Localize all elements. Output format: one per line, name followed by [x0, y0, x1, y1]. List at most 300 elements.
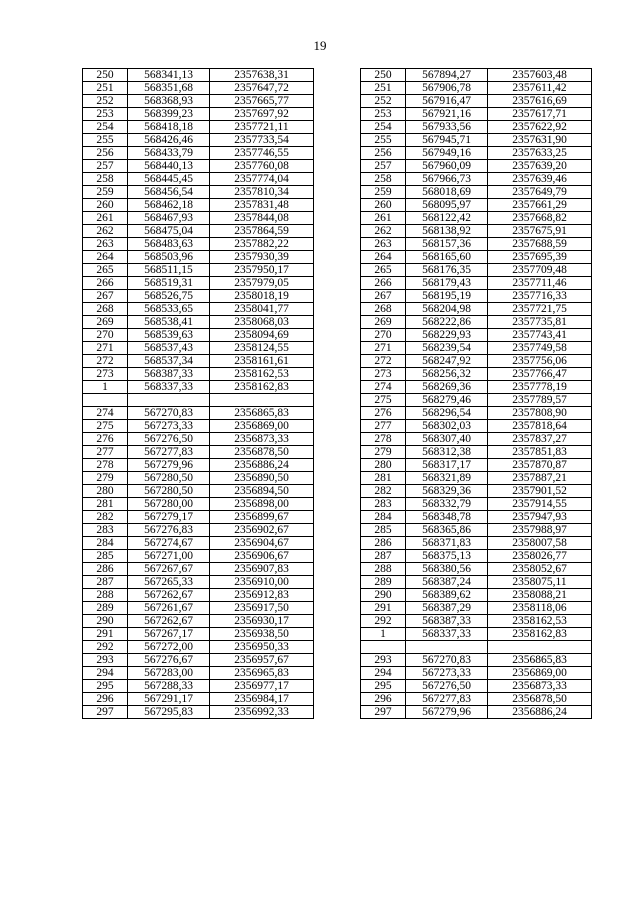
- table-row: [83, 563, 592, 576]
- right-point-number-cell: 279: [361, 446, 406, 459]
- table-row: [83, 667, 592, 680]
- right-coord-y-cell: 2357622,92: [488, 121, 592, 134]
- column-gap: [314, 368, 361, 381]
- left-coord-y-cell: 2356902,67: [210, 524, 314, 537]
- right-point-number-cell: 270: [361, 329, 406, 342]
- table-row: [83, 121, 592, 134]
- left-coord-y-cell: 2357746,55: [210, 147, 314, 160]
- column-gap: [314, 654, 361, 667]
- right-coord-y-cell: 2357649,79: [488, 186, 592, 199]
- column-gap: [314, 303, 361, 316]
- right-coord-y-cell: 2357743,41: [488, 329, 592, 342]
- right-coord-x-cell: 568348,78: [406, 511, 488, 524]
- column-gap: [314, 95, 361, 108]
- table-row: [83, 654, 592, 667]
- right-coord-x-cell: 568312,38: [406, 446, 488, 459]
- right-point-number-cell: 289: [361, 576, 406, 589]
- left-coord-x-cell: 567271,00: [128, 550, 210, 563]
- right-coord-x-cell: 568239,54: [406, 342, 488, 355]
- right-point-number-cell: 283: [361, 498, 406, 511]
- right-coord-x-cell: 568387,29: [406, 602, 488, 615]
- right-point-number-cell: 284: [361, 511, 406, 524]
- right-coord-y-cell: 2356878,50: [488, 693, 592, 706]
- right-coord-x-cell: 568387,24: [406, 576, 488, 589]
- column-gap: [314, 160, 361, 173]
- right-coord-x-cell: 568176,35: [406, 264, 488, 277]
- left-coord-y-cell: 2358068,03: [210, 316, 314, 329]
- right-coord-y-cell: 2357711,46: [488, 277, 592, 290]
- right-point-number-cell: 271: [361, 342, 406, 355]
- right-coord-y-cell: 2357639,20: [488, 160, 592, 173]
- column-gap: [314, 121, 361, 134]
- right-point-number-cell: 256: [361, 147, 406, 160]
- right-coord-x-cell: 568269,36: [406, 381, 488, 394]
- table-row: [83, 550, 592, 563]
- left-coord-y-cell: 2356957,67: [210, 654, 314, 667]
- left-coord-y-cell: 2358018,19: [210, 290, 314, 303]
- left-point-number-cell: 276: [83, 433, 128, 446]
- left-point-number-cell: 250: [83, 69, 128, 82]
- table-row: [83, 316, 592, 329]
- left-coord-x-cell: 568475,04: [128, 225, 210, 238]
- right-coord-y-cell: 2357778,19: [488, 381, 592, 394]
- left-coord-x-cell: 567291,17: [128, 693, 210, 706]
- table-row: [83, 446, 592, 459]
- left-coord-y-cell: 2356906,67: [210, 550, 314, 563]
- table-row: [83, 69, 592, 82]
- right-coord-x-cell: 567276,50: [406, 680, 488, 693]
- left-coord-x-cell: 567276,50: [128, 433, 210, 446]
- left-coord-y-cell: 2357810,34: [210, 186, 314, 199]
- right-coord-x-cell: 568380,56: [406, 563, 488, 576]
- right-point-number-cell: 293: [361, 654, 406, 667]
- left-coord-y-cell: 2356894,50: [210, 485, 314, 498]
- column-gap: [314, 576, 361, 589]
- table-row: [83, 95, 592, 108]
- right-point-number-cell: 255: [361, 134, 406, 147]
- table-row: [83, 693, 592, 706]
- right-coord-y-cell: 2357818,64: [488, 420, 592, 433]
- left-coord-y-cell: 2358161,61: [210, 355, 314, 368]
- right-point-number-cell: 253: [361, 108, 406, 121]
- right-coord-x-cell: 568138,92: [406, 225, 488, 238]
- table-row: [83, 368, 592, 381]
- right-point-number-cell: 258: [361, 173, 406, 186]
- column-gap: [314, 277, 361, 290]
- column-gap: [314, 212, 361, 225]
- right-coord-y-cell: 2357914,55: [488, 498, 592, 511]
- left-point-number-cell: 279: [83, 472, 128, 485]
- left-coord-y-cell: 2357721,11: [210, 121, 314, 134]
- table-row: [83, 199, 592, 212]
- right-point-number-cell: 252: [361, 95, 406, 108]
- right-coord-y-cell: 2357887,21: [488, 472, 592, 485]
- left-point-number-cell: 283: [83, 524, 128, 537]
- left-point-number-cell: 294: [83, 667, 128, 680]
- left-coord-x-cell: 567280,50: [128, 485, 210, 498]
- right-coord-y-cell: 2357735,81: [488, 316, 592, 329]
- column-gap: [314, 394, 361, 407]
- left-coord-y-cell: 2358094,69: [210, 329, 314, 342]
- right-coord-y-cell: 2356873,33: [488, 680, 592, 693]
- left-point-number-cell: 255: [83, 134, 128, 147]
- right-coord-x-cell: 568247,92: [406, 355, 488, 368]
- left-coord-x-cell: 568368,93: [128, 95, 210, 108]
- table-row: [83, 108, 592, 121]
- right-coord-y-cell: 2358075,11: [488, 576, 592, 589]
- left-point-number-cell: 281: [83, 498, 128, 511]
- left-coord-y-cell: 2356869,00: [210, 420, 314, 433]
- right-point-number-cell: 280: [361, 459, 406, 472]
- right-coord-x-cell: 568296,54: [406, 407, 488, 420]
- left-point-number-cell: 256: [83, 147, 128, 160]
- right-point-number-cell: 264: [361, 251, 406, 264]
- left-coord-x-cell: 568526,75: [128, 290, 210, 303]
- table-row: [83, 680, 592, 693]
- column-gap: [314, 134, 361, 147]
- column-gap: [314, 420, 361, 433]
- right-coord-x-cell: 567273,33: [406, 667, 488, 680]
- table-row: [83, 381, 592, 394]
- left-coord-x-cell: 568519,31: [128, 277, 210, 290]
- left-coord-x-cell: 567280,00: [128, 498, 210, 511]
- left-coord-x-cell: 568426,46: [128, 134, 210, 147]
- right-coord-x-cell: 568229,93: [406, 329, 488, 342]
- column-gap: [314, 641, 361, 654]
- right-point-number-cell: 294: [361, 667, 406, 680]
- table-row: [83, 238, 592, 251]
- right-point-number-cell: 274: [361, 381, 406, 394]
- left-point-number-cell: 277: [83, 446, 128, 459]
- left-coord-y-cell: 2358162,83: [210, 381, 314, 394]
- left-coord-y-cell: 2357831,48: [210, 199, 314, 212]
- left-coord-x-cell: 568440,13: [128, 160, 210, 173]
- table-row: [83, 706, 592, 719]
- left-coord-x-cell: 568433,79: [128, 147, 210, 160]
- right-point-number-cell: 285: [361, 524, 406, 537]
- column-gap: [314, 251, 361, 264]
- table-row: [83, 82, 592, 95]
- right-point-number-cell: 268: [361, 303, 406, 316]
- table-row: [83, 264, 592, 277]
- left-point-number-cell: 270: [83, 329, 128, 342]
- left-point-number-cell: 286: [83, 563, 128, 576]
- right-coord-y-cell: 2358162,83: [488, 628, 592, 641]
- left-point-number-cell: 266: [83, 277, 128, 290]
- left-coord-y-cell: 2356865,83: [210, 407, 314, 420]
- left-coord-x-cell: 567272,00: [128, 641, 210, 654]
- left-point-number-cell: 251: [83, 82, 128, 95]
- table-row: [83, 134, 592, 147]
- left-point-number-cell: 253: [83, 108, 128, 121]
- right-coord-y-cell: 2357675,91: [488, 225, 592, 238]
- right-point-number-cell: 287: [361, 550, 406, 563]
- right-coord-x-cell: 568195,19: [406, 290, 488, 303]
- left-point-number-cell: 252: [83, 95, 128, 108]
- right-coord-y-cell: 2357695,39: [488, 251, 592, 264]
- right-coord-y-cell: 2358007,58: [488, 537, 592, 550]
- right-coord-y-cell: 2358026,77: [488, 550, 592, 563]
- column-gap: [314, 342, 361, 355]
- right-coord-x-cell: 568122,42: [406, 212, 488, 225]
- table-row: [83, 537, 592, 550]
- left-coord-y-cell: 2357930,39: [210, 251, 314, 264]
- right-point-number-cell: 291: [361, 602, 406, 615]
- left-point-number-cell: 261: [83, 212, 128, 225]
- table-row: [83, 524, 592, 537]
- right-coord-y-cell: 2358162,53: [488, 615, 592, 628]
- table-row: [83, 615, 592, 628]
- left-point-number-cell: 263: [83, 238, 128, 251]
- left-coord-x-cell: 567280,50: [128, 472, 210, 485]
- right-coord-x-cell: 568389,62: [406, 589, 488, 602]
- left-coord-y-cell: 2356890,50: [210, 472, 314, 485]
- left-coord-x-cell: 568483,63: [128, 238, 210, 251]
- left-point-number-cell: 285: [83, 550, 128, 563]
- table-row: [83, 602, 592, 615]
- table-row: [83, 290, 592, 303]
- left-coord-y-cell: [210, 394, 314, 407]
- column-gap: [314, 329, 361, 342]
- right-coord-x-cell: 568095,97: [406, 199, 488, 212]
- right-point-number-cell: 261: [361, 212, 406, 225]
- right-point-number-cell: 266: [361, 277, 406, 290]
- left-point-number-cell: 295: [83, 680, 128, 693]
- left-point-number-cell: 272: [83, 355, 128, 368]
- left-point-number-cell: 284: [83, 537, 128, 550]
- right-point-number-cell: 260: [361, 199, 406, 212]
- column-gap: [314, 706, 361, 719]
- left-coord-x-cell: 567273,33: [128, 420, 210, 433]
- table-row: [83, 251, 592, 264]
- right-point-number-cell: 281: [361, 472, 406, 485]
- left-point-number-cell: 287: [83, 576, 128, 589]
- right-point-number-cell: 273: [361, 368, 406, 381]
- left-coord-x-cell: 567267,17: [128, 628, 210, 641]
- table-row: [83, 628, 592, 641]
- column-gap: [314, 264, 361, 277]
- left-coord-y-cell: 2356930,17: [210, 615, 314, 628]
- right-coord-y-cell: 2357631,90: [488, 134, 592, 147]
- left-coord-x-cell: 567274,67: [128, 537, 210, 550]
- left-coord-y-cell: 2356965,83: [210, 667, 314, 680]
- right-coord-y-cell: 2357709,48: [488, 264, 592, 277]
- left-point-number-cell: 267: [83, 290, 128, 303]
- left-coord-x-cell: 567270,83: [128, 407, 210, 420]
- left-coord-y-cell: 2357665,77: [210, 95, 314, 108]
- column-gap: [314, 615, 361, 628]
- table-row: [83, 511, 592, 524]
- right-point-number-cell: 257: [361, 160, 406, 173]
- left-point-number-cell: 269: [83, 316, 128, 329]
- column-gap: [314, 680, 361, 693]
- right-coord-x-cell: 567966,73: [406, 173, 488, 186]
- right-coord-x-cell: 567933,56: [406, 121, 488, 134]
- table-row: [83, 576, 592, 589]
- right-point-number-cell: 269: [361, 316, 406, 329]
- right-coord-y-cell: 2358088,21: [488, 589, 592, 602]
- left-coord-x-cell: 567262,67: [128, 615, 210, 628]
- left-coord-x-cell: 567288,33: [128, 680, 210, 693]
- left-coord-x-cell: 568445,45: [128, 173, 210, 186]
- right-coord-x-cell: 567277,83: [406, 693, 488, 706]
- column-gap: [314, 667, 361, 680]
- left-coord-x-cell: 568462,18: [128, 199, 210, 212]
- right-point-number-cell: 296: [361, 693, 406, 706]
- right-coord-y-cell: 2357633,25: [488, 147, 592, 160]
- right-coord-x-cell: 568179,43: [406, 277, 488, 290]
- left-coord-y-cell: 2356910,00: [210, 576, 314, 589]
- right-coord-y-cell: 2357766,47: [488, 368, 592, 381]
- left-point-number-cell: 257: [83, 160, 128, 173]
- right-point-number-cell: 265: [361, 264, 406, 277]
- column-gap: [314, 433, 361, 446]
- table-row: [83, 225, 592, 238]
- right-coord-x-cell: 568365,86: [406, 524, 488, 537]
- left-point-number-cell: 297: [83, 706, 128, 719]
- table-row: [83, 472, 592, 485]
- right-coord-y-cell: 2357870,87: [488, 459, 592, 472]
- table-row: [83, 459, 592, 472]
- column-gap: [314, 537, 361, 550]
- right-coord-x-cell: 568018,69: [406, 186, 488, 199]
- table-row: [83, 355, 592, 368]
- left-point-number-cell: 278: [83, 459, 128, 472]
- left-coord-x-cell: 567283,00: [128, 667, 210, 680]
- left-point-number-cell: 292: [83, 641, 128, 654]
- left-point-number-cell: 296: [83, 693, 128, 706]
- column-gap: [314, 82, 361, 95]
- right-coord-x-cell: 568157,36: [406, 238, 488, 251]
- right-coord-x-cell: 567949,16: [406, 147, 488, 160]
- column-gap: [314, 355, 361, 368]
- table-row: [83, 342, 592, 355]
- left-coord-x-cell: 567295,83: [128, 706, 210, 719]
- table-row: [83, 420, 592, 433]
- left-coord-y-cell: 2356904,67: [210, 537, 314, 550]
- table-row: [83, 498, 592, 511]
- right-coord-y-cell: 2357688,59: [488, 238, 592, 251]
- left-coord-y-cell: 2356873,33: [210, 433, 314, 446]
- left-coord-x-cell: 568341,13: [128, 69, 210, 82]
- table-row: [83, 329, 592, 342]
- left-coord-y-cell: 2356898,00: [210, 498, 314, 511]
- left-coord-y-cell: 2357638,31: [210, 69, 314, 82]
- right-coord-y-cell: 2358052,67: [488, 563, 592, 576]
- right-point-number-cell: 282: [361, 485, 406, 498]
- left-point-number-cell: 291: [83, 628, 128, 641]
- right-coord-x-cell: 568302,03: [406, 420, 488, 433]
- left-point-number-cell: 262: [83, 225, 128, 238]
- column-gap: [314, 550, 361, 563]
- right-point-number-cell: 277: [361, 420, 406, 433]
- left-point-number-cell: 268: [83, 303, 128, 316]
- left-point-number-cell: 1: [83, 381, 128, 394]
- right-point-number-cell: 262: [361, 225, 406, 238]
- left-coord-y-cell: 2356938,50: [210, 628, 314, 641]
- right-point-number-cell: 297: [361, 706, 406, 719]
- right-coord-y-cell: 2357851,83: [488, 446, 592, 459]
- table-row: [83, 212, 592, 225]
- left-coord-y-cell: 2357979,05: [210, 277, 314, 290]
- right-coord-y-cell: 2357756,06: [488, 355, 592, 368]
- left-coord-x-cell: 568337,33: [128, 381, 210, 394]
- left-coord-y-cell: 2357864,59: [210, 225, 314, 238]
- left-point-number-cell: 289: [83, 602, 128, 615]
- right-point-number-cell: 290: [361, 589, 406, 602]
- column-gap: [314, 147, 361, 160]
- right-coord-x-cell: 567916,47: [406, 95, 488, 108]
- right-coord-x-cell: 568375,13: [406, 550, 488, 563]
- right-coord-x-cell: 568332,79: [406, 498, 488, 511]
- left-coord-x-cell: 568538,41: [128, 316, 210, 329]
- right-coord-x-cell: 568317,17: [406, 459, 488, 472]
- column-gap: [314, 316, 361, 329]
- right-coord-x-cell: 568337,33: [406, 628, 488, 641]
- left-coord-y-cell: 2358041,77: [210, 303, 314, 316]
- left-coord-x-cell: 568533,65: [128, 303, 210, 316]
- right-coord-y-cell: 2357749,58: [488, 342, 592, 355]
- left-coord-x-cell: 568503,96: [128, 251, 210, 264]
- right-coord-x-cell: 568204,98: [406, 303, 488, 316]
- left-point-number-cell: 259: [83, 186, 128, 199]
- left-coord-y-cell: 2357733,54: [210, 134, 314, 147]
- table-row: [83, 407, 592, 420]
- right-point-number-cell: 1: [361, 628, 406, 641]
- left-coord-y-cell: 2358124,55: [210, 342, 314, 355]
- left-point-number-cell: 260: [83, 199, 128, 212]
- right-coord-x-cell: 567960,09: [406, 160, 488, 173]
- left-point-number-cell: 280: [83, 485, 128, 498]
- right-point-number-cell: 272: [361, 355, 406, 368]
- left-coord-y-cell: 2356977,17: [210, 680, 314, 693]
- column-gap: [314, 108, 361, 121]
- right-coord-y-cell: 2358118,06: [488, 602, 592, 615]
- right-point-number-cell: 275: [361, 394, 406, 407]
- right-coord-x-cell: 567921,16: [406, 108, 488, 121]
- right-coord-y-cell: 2357808,90: [488, 407, 592, 420]
- right-coord-x-cell: 567270,83: [406, 654, 488, 667]
- left-coord-y-cell: 2356886,24: [210, 459, 314, 472]
- right-coord-x-cell: 568279,46: [406, 394, 488, 407]
- right-coord-x-cell: [406, 641, 488, 654]
- left-coord-x-cell: 567276,67: [128, 654, 210, 667]
- left-point-number-cell: 288: [83, 589, 128, 602]
- left-point-number-cell: 271: [83, 342, 128, 355]
- right-coord-x-cell: 568321,89: [406, 472, 488, 485]
- right-point-number-cell: 292: [361, 615, 406, 628]
- left-coord-y-cell: 2358162,53: [210, 368, 314, 381]
- left-coord-x-cell: 567279,96: [128, 459, 210, 472]
- right-coord-y-cell: 2357988,97: [488, 524, 592, 537]
- page-number: 19: [313, 38, 327, 53]
- left-coord-x-cell: 567261,67: [128, 602, 210, 615]
- column-gap: [314, 628, 361, 641]
- right-point-number-cell: 288: [361, 563, 406, 576]
- left-point-number-cell: 282: [83, 511, 128, 524]
- right-coord-y-cell: 2357789,57: [488, 394, 592, 407]
- table-row: [83, 277, 592, 290]
- right-coord-x-cell: 567945,71: [406, 134, 488, 147]
- right-coord-y-cell: 2356869,00: [488, 667, 592, 680]
- right-coord-x-cell: 568165,60: [406, 251, 488, 264]
- left-coord-y-cell: 2357760,08: [210, 160, 314, 173]
- coordinates-table: [82, 68, 592, 719]
- column-gap: [314, 407, 361, 420]
- table-row: [83, 589, 592, 602]
- right-point-number-cell: 267: [361, 290, 406, 303]
- left-coord-x-cell: 568539,63: [128, 329, 210, 342]
